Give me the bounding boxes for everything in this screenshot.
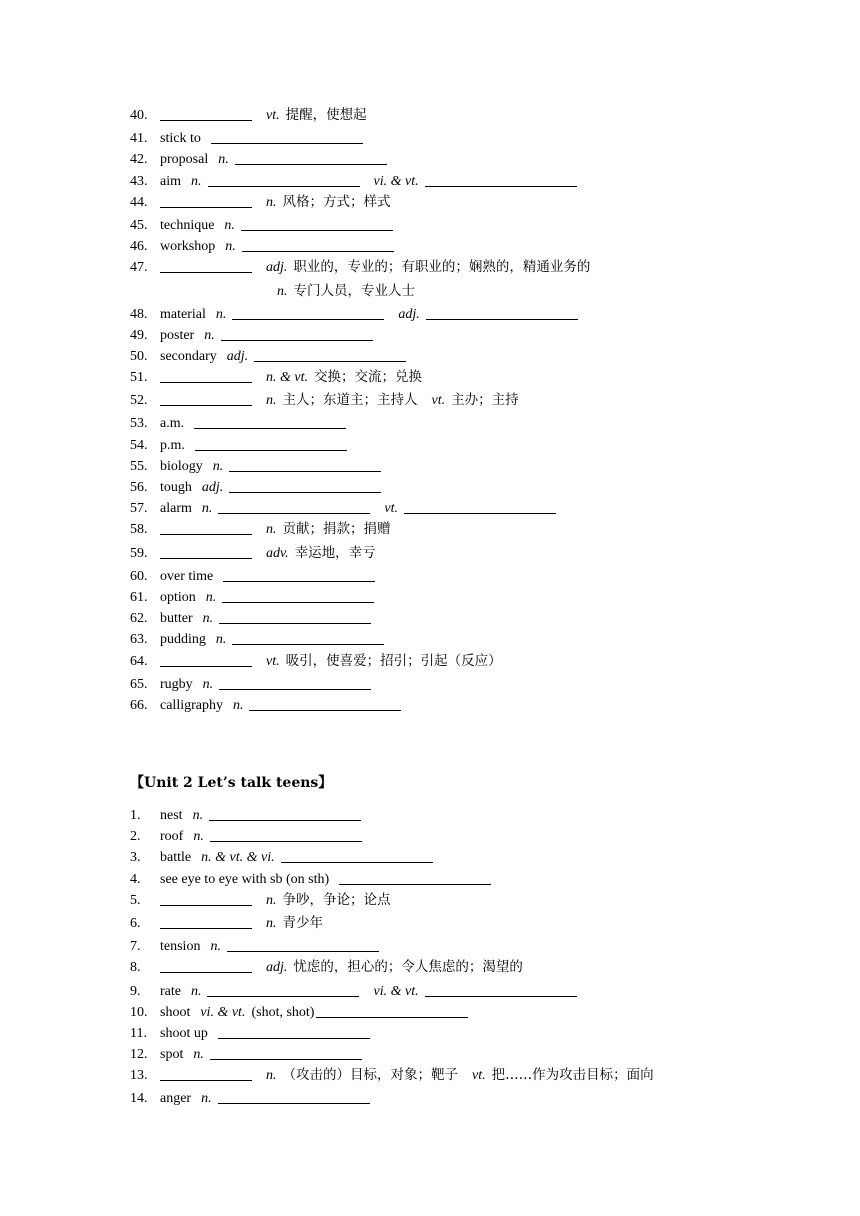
list-item <box>130 345 830 366</box>
answer-blank[interactable] <box>235 150 387 165</box>
item-number: 1. <box>130 808 141 823</box>
answer-blank-2[interactable] <box>426 305 578 320</box>
vocab-word: stick to <box>160 131 201 147</box>
answer-blank[interactable] <box>218 1024 370 1039</box>
part-of-speech: n. <box>202 611 214 627</box>
list-item <box>130 1087 830 1108</box>
item-number: 46. <box>130 239 148 255</box>
vocab-word: p.m. <box>160 437 185 453</box>
item-number: 49. <box>130 327 148 343</box>
part-of-speech: n. <box>191 173 202 189</box>
definition: 主人；东道主；主持人 <box>282 392 418 409</box>
answer-blank[interactable] <box>160 914 252 929</box>
definition: （攻击的）目标，对象；靶子 <box>282 1067 458 1084</box>
item-number: 51. <box>130 370 148 386</box>
list-item <box>130 956 830 979</box>
part-of-speech: n. <box>266 393 277 409</box>
vocab-word: aim <box>160 173 181 189</box>
list-item <box>130 324 830 345</box>
item-number: 40. <box>130 108 148 123</box>
item-number: 47. <box>130 260 148 276</box>
answer-blank[interactable] <box>242 237 394 252</box>
answer-blank[interactable] <box>241 216 393 231</box>
part-of-speech: n. <box>205 589 217 605</box>
part-of-speech: n. <box>190 983 202 999</box>
vocab-word: butter <box>160 611 193 627</box>
vocab-word: rate <box>160 983 181 999</box>
list-item <box>130 170 830 191</box>
answer-blank[interactable] <box>221 326 373 341</box>
part-of-speech-2: vt. <box>384 501 398 517</box>
answer-blank-2[interactable] <box>425 982 577 997</box>
vocab-word: tough <box>160 480 192 495</box>
part-of-speech: n. <box>225 239 236 255</box>
answer-blank[interactable] <box>219 609 371 624</box>
definition: 专门人员，专业人士 <box>293 282 415 299</box>
answer-blank[interactable] <box>218 499 370 514</box>
list-item <box>130 825 830 846</box>
list-item <box>130 434 830 455</box>
list-item <box>130 650 830 673</box>
item-number: 66. <box>130 697 148 713</box>
answer-blank[interactable] <box>254 347 406 362</box>
list-item <box>130 256 830 279</box>
list-item <box>130 586 830 607</box>
answer-blank[interactable] <box>281 848 433 863</box>
definition: 风格；方式；样式 <box>282 193 391 210</box>
part-of-speech: n. <box>193 1047 204 1063</box>
answer-blank[interactable] <box>160 391 252 406</box>
item-number: 7. <box>130 939 141 955</box>
answer-blank[interactable] <box>160 368 252 383</box>
vocab-word: nest <box>160 808 183 823</box>
list-item <box>130 412 830 433</box>
list-item <box>130 912 830 935</box>
vocab-word: secondary <box>160 348 217 364</box>
item-number: 63. <box>130 632 148 648</box>
list-item <box>130 518 830 541</box>
list-item <box>130 1043 830 1064</box>
part-of-speech-2: adj. <box>398 306 420 322</box>
list-item <box>130 1022 830 1043</box>
item-number: 10. <box>130 1004 148 1020</box>
list-item <box>130 980 830 1001</box>
list-item <box>130 868 830 889</box>
vocab-word: calligraphy <box>160 697 223 713</box>
item-number: 14. <box>130 1091 148 1107</box>
definition-2: 主办；主持 <box>451 392 519 409</box>
vocab-word: see eye to eye with sb (on sth) <box>160 871 330 887</box>
answer-blank[interactable] <box>210 1045 362 1060</box>
part-of-speech-2: vi. & vt. <box>373 983 419 999</box>
answer-blank[interactable] <box>210 827 362 842</box>
answer-blank-2[interactable] <box>404 499 556 514</box>
list-item <box>130 127 830 148</box>
unit2-vocab-list <box>130 804 830 1109</box>
item-number: 64. <box>130 653 148 669</box>
answer-blank[interactable] <box>160 106 252 121</box>
definition: 吸引，使喜爱；招引；引起（反应） <box>285 652 502 669</box>
item-number: 4. <box>130 871 141 887</box>
item-number: 54. <box>130 437 148 453</box>
list-item <box>130 628 830 649</box>
list-item <box>130 104 830 127</box>
part-of-speech: n. & vt. & vi. <box>201 850 275 866</box>
list-item <box>130 1001 830 1022</box>
item-number: 59. <box>130 545 148 561</box>
item-number: 62. <box>130 611 148 627</box>
part-of-speech: n. <box>232 697 244 713</box>
item-number: 3. <box>130 850 141 866</box>
answer-blank[interactable] <box>160 1066 252 1081</box>
vocab-word: technique <box>160 217 215 233</box>
item-number: 65. <box>130 676 148 692</box>
part-of-speech: n. <box>210 939 221 955</box>
part-of-speech: n. <box>266 1068 277 1084</box>
item-number: 53. <box>130 416 148 432</box>
part-of-speech: n. <box>193 829 204 845</box>
list-item <box>130 476 830 497</box>
part-of-speech: n. <box>215 306 227 322</box>
answer-blank[interactable] <box>316 1003 468 1018</box>
unit2-heading: 【Unit 2 Let’s talk teens】 <box>130 775 333 791</box>
part-of-speech: n. <box>266 522 277 538</box>
item-number: 61. <box>130 589 148 605</box>
list-item <box>130 303 830 324</box>
vocab-word: poster <box>160 327 195 343</box>
definition-2: 把……作为攻击目标；面向 <box>491 1067 654 1084</box>
definition: 职业的，专业的；有职业的；娴熟的，精通业务的 <box>293 259 591 276</box>
answer-blank[interactable] <box>208 172 360 187</box>
vocab-word: proposal <box>160 152 209 168</box>
list-item <box>130 673 830 694</box>
list-item <box>130 455 830 476</box>
answer-blank[interactable] <box>194 414 346 429</box>
part-of-speech: n. <box>266 892 277 908</box>
item-number: 57. <box>130 501 148 517</box>
list-item <box>130 1064 830 1087</box>
answer-blank[interactable] <box>207 982 359 997</box>
part-of-speech: vt. <box>266 108 280 123</box>
part-of-speech: vi. & vt. <box>200 1004 246 1020</box>
part-of-speech-2: vt. <box>472 1068 486 1084</box>
part-of-speech-2: vt. <box>431 393 446 409</box>
answer-blank[interactable] <box>160 544 252 559</box>
answer-blank[interactable] <box>160 958 252 973</box>
item-number: 13. <box>130 1068 148 1084</box>
definition: 贡献；捐款；捐赠 <box>282 521 391 538</box>
answer-blank[interactable] <box>195 436 347 451</box>
item-number: 44. <box>130 194 148 210</box>
part-of-speech: n. <box>218 152 229 168</box>
item-number: 2. <box>130 829 141 845</box>
vocab-word: shoot up <box>160 1025 208 1041</box>
part-of-speech: n. <box>201 501 213 517</box>
part-of-speech: n. <box>204 327 215 343</box>
definition: 交换；交流；兑换 <box>314 369 422 386</box>
list-item <box>130 542 830 565</box>
answer-blank[interactable] <box>219 675 371 690</box>
list-item <box>130 235 830 256</box>
part-of-speech: adj. <box>266 260 288 276</box>
part-of-speech: n. <box>224 217 235 233</box>
answer-blank[interactable] <box>232 630 384 645</box>
verb-forms: (shot, shot) <box>251 1004 315 1020</box>
answer-blank[interactable] <box>232 305 384 320</box>
item-number: 9. <box>130 983 141 999</box>
item-number: 5. <box>130 892 141 908</box>
item-number: 48. <box>130 306 148 322</box>
list-item <box>130 366 830 389</box>
part-of-speech: n. <box>201 1091 212 1107</box>
item-number: 12. <box>130 1047 148 1063</box>
item-number: 11. <box>130 1025 147 1041</box>
part-of-speech: n. <box>192 808 204 823</box>
part-of-speech: vt. <box>266 653 280 669</box>
vocab-word: option <box>160 589 196 605</box>
answer-blank[interactable] <box>160 258 252 273</box>
item-number: 52. <box>130 393 148 409</box>
part-of-speech: n. <box>215 632 227 648</box>
list-item <box>130 565 830 586</box>
part-of-speech-2: vi. & vt. <box>373 173 419 189</box>
vocab-word: tension <box>160 939 201 955</box>
list-item <box>130 389 830 412</box>
vocab-word: over time <box>160 568 214 584</box>
item-number: 58. <box>130 522 148 538</box>
item-number: 60. <box>130 568 148 584</box>
vocab-word: a.m. <box>160 416 185 432</box>
part-of-speech: adv. <box>266 545 289 561</box>
part-of-speech: n. <box>277 283 288 299</box>
vocab-word: roof <box>160 829 184 845</box>
list-item <box>130 935 830 956</box>
answer-blank[interactable] <box>339 870 491 885</box>
list-item <box>130 148 830 169</box>
list-item <box>130 804 830 825</box>
answer-blank[interactable] <box>211 129 363 144</box>
answer-blank[interactable] <box>218 1089 370 1104</box>
definition: 青少年 <box>282 914 323 931</box>
definition: 提醒，使想起 <box>285 107 367 123</box>
answer-blank[interactable] <box>209 806 361 821</box>
answer-blank[interactable] <box>160 520 252 535</box>
part-of-speech: n. <box>266 915 277 931</box>
vocab-word: material <box>160 306 206 322</box>
answer-blank[interactable] <box>229 478 381 493</box>
vocab-word: alarm <box>160 501 192 517</box>
vocab-word: battle <box>160 850 192 866</box>
list-item <box>130 694 830 715</box>
vocab-word: workshop <box>160 239 216 255</box>
item-number: 6. <box>130 915 141 931</box>
item-number: 8. <box>130 960 141 976</box>
answer-blank[interactable] <box>249 696 401 711</box>
unit1-vocab-list <box>130 104 830 715</box>
definition: 争吵，争论；论点 <box>282 891 391 908</box>
list-item <box>130 846 830 867</box>
item-number: 42. <box>130 152 148 168</box>
list-item <box>130 607 830 628</box>
part-of-speech: n. <box>212 458 224 474</box>
part-of-speech: n. & vt. <box>266 370 308 386</box>
list-item <box>130 889 830 912</box>
list-item <box>130 214 830 235</box>
part-of-speech: adj. <box>201 480 224 495</box>
definition: 忧虑的，担心的；令人焦虑的；渴望的 <box>293 959 523 976</box>
list-item <box>130 191 830 214</box>
answer-blank[interactable] <box>223 567 375 582</box>
answer-blank[interactable] <box>227 937 379 952</box>
part-of-speech: n. <box>266 194 277 210</box>
item-number: 45. <box>130 217 148 233</box>
vocab-word: spot <box>160 1047 184 1063</box>
vocab-word: biology <box>160 458 203 474</box>
item-number: 55. <box>130 458 148 474</box>
answer-blank-2[interactable] <box>425 172 577 187</box>
vocab-word: shoot <box>160 1004 191 1020</box>
part-of-speech: n. <box>202 676 214 692</box>
list-item <box>130 497 830 518</box>
answer-blank[interactable] <box>222 588 374 603</box>
item-number: 56. <box>130 480 148 495</box>
vocab-word: anger <box>160 1091 192 1107</box>
definition: 幸运地，幸亏 <box>294 544 376 561</box>
item-number: 41. <box>130 131 148 147</box>
answer-blank[interactable] <box>160 652 252 667</box>
answer-blank[interactable] <box>160 891 252 906</box>
part-of-speech: adj. <box>226 348 249 364</box>
list-item-continuation <box>130 280 830 303</box>
vocab-word: rugby <box>160 676 193 692</box>
item-number: 43. <box>130 173 148 189</box>
part-of-speech: adj. <box>266 960 288 976</box>
answer-blank[interactable] <box>160 193 252 208</box>
item-number: 50. <box>130 348 148 364</box>
vocab-word: pudding <box>160 632 206 648</box>
answer-blank[interactable] <box>229 457 381 472</box>
